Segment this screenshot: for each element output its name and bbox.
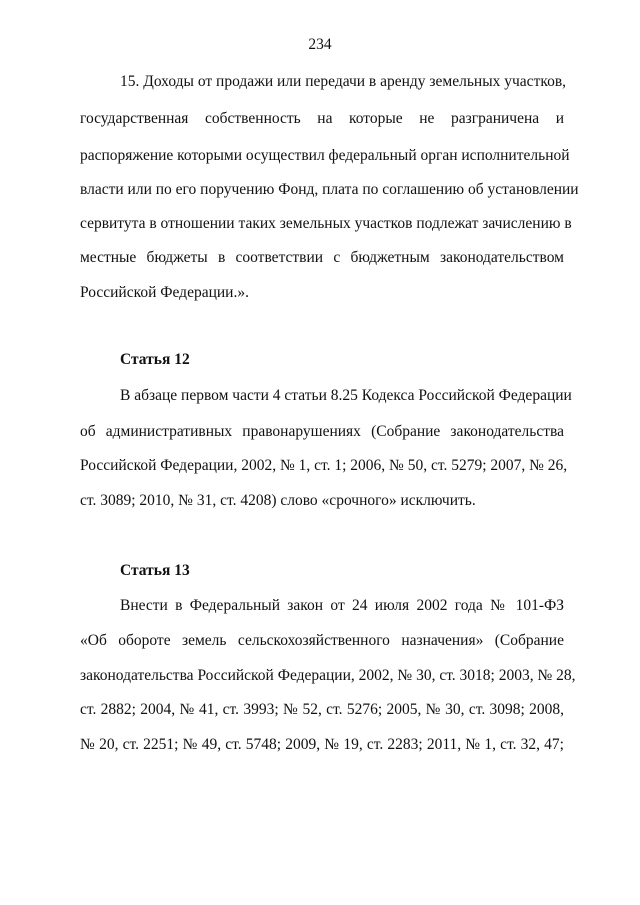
article-13-line-5: № 20, ст. 2251; № 49, ст. 5748; 2009, № 19, ст. 2283; 2011, № 1, ст. 32, 47; bbox=[80, 736, 564, 753]
article-12-line-2: об административных правонарушениях (Собрание законодательства bbox=[80, 423, 564, 440]
article-12-line-1: В абзаце первом части 4 статьи 8.25 Кодекса Российской Федерации bbox=[120, 387, 572, 404]
article-13-line-3: законодательства Российской Федерации, 2002, № 30, ст. 3018; 2003, № 28, bbox=[80, 667, 576, 684]
article-12-line-4: ст. 3089; 2010, № 31, ст. 4208) слово «срочного» исключить. bbox=[80, 492, 476, 509]
article-13-line-1: Внести в Федеральный закон от 24 июля 2002 года № 101-ФЗ bbox=[120, 597, 564, 614]
page-number: 234 bbox=[308, 36, 332, 53]
article-13-heading: Статья 13 bbox=[120, 562, 190, 579]
article-13-line-2: «Об обороте земель сельскохозяйственного назначения» (Собрание bbox=[80, 632, 564, 649]
paragraph-15-line-3: распоряжение которыми осуществил федеральный орган исполнительной bbox=[80, 147, 570, 164]
paragraph-15-line-5: сервитута в отношении таких земельных участков подлежат зачислению в bbox=[80, 215, 572, 232]
paragraph-15-line-6: местные бюджеты в соответствии с бюджетным законодательством bbox=[80, 249, 564, 266]
article-12-line-3: Российской Федерации, 2002, № 1, ст. 1; 2006, № 50, ст. 5279; 2007, № 26, bbox=[80, 457, 568, 474]
paragraph-15-line-2: государственная собственность на которые не разграничена и bbox=[80, 110, 564, 127]
article-13-line-4: ст. 2882; 2004, № 41, ст. 3993; № 52, ст. 5276; 2005, № 30, ст. 3098; 2008, bbox=[80, 701, 564, 718]
paragraph-15-line-7: Российской Федерации.». bbox=[80, 284, 249, 301]
article-12-heading: Статья 12 bbox=[120, 351, 190, 368]
paragraph-15-line-1: 15. Доходы от продажи или передачи в аренду земельных участков, bbox=[120, 73, 567, 90]
paragraph-15-line-4: власти или по его поручению Фонд, плата по соглашению об установлении bbox=[80, 181, 579, 198]
